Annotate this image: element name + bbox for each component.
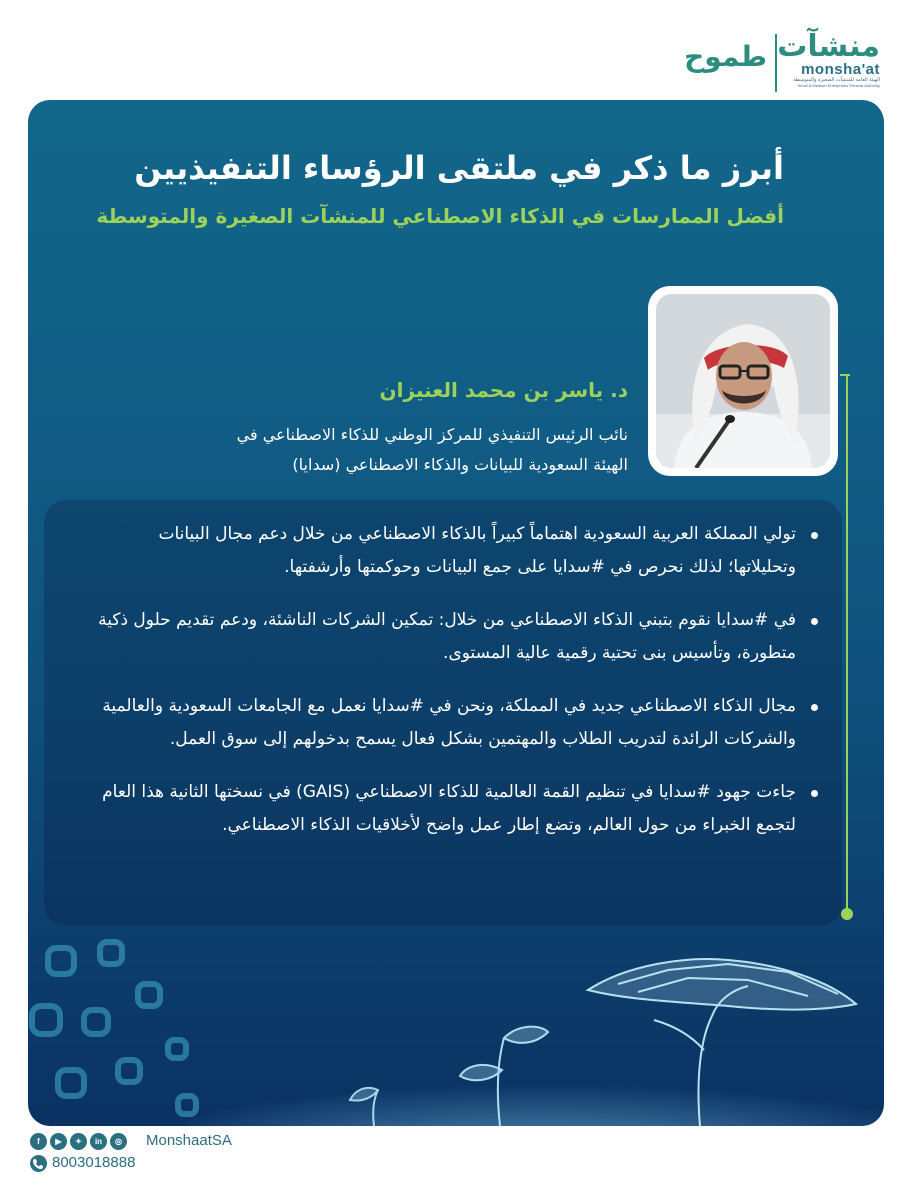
header-divider: [775, 34, 777, 92]
page-title: أبرز ما ذكر في ملتقى الرؤساء التنفيذيين: [134, 149, 784, 187]
monshaat-logo: [777, 29, 880, 94]
bullet-dot-icon: [811, 790, 818, 797]
speaker-name: د. ياسر بن محمد العنيزان: [379, 378, 628, 402]
phone-icon-glyph: [30, 1155, 47, 1172]
quotes-list: [98, 518, 818, 862]
quotes-box: [44, 500, 842, 926]
decorative-plants-illustration: [28, 920, 884, 1126]
youtube-icon[interactable]: ▶: [50, 1133, 67, 1150]
main-panel: [28, 100, 884, 1126]
header: [0, 0, 912, 100]
phone-icon: [30, 1155, 47, 1172]
linkedin-icon[interactable]: in: [90, 1133, 107, 1150]
connector-dot: [841, 908, 853, 920]
footer: [0, 1126, 912, 1200]
social-handle[interactable]: MonshaatSA: [146, 1132, 232, 1149]
speaker-photo: [656, 294, 830, 468]
speaker-title-line2: الهيئة السعودية للبيانات والذكاء الاصطناعي (سدايا): [292, 455, 628, 474]
quote-text: جاءت جهود #سدايا في تنظيم القمة العالمية للذكاء الاصطناعي (GAIS) في نسختها الثانية هذا العام لتجمع الخبراء من حول العالم، وتضع إطار عمل واضح لأخلاقيات الذكاء الاصطناعي.: [102, 782, 796, 835]
quote-item: [98, 776, 818, 842]
logo-subtitle-english: Small & Medium Enterprises General Authority: [797, 83, 880, 88]
speaker-title: [108, 420, 628, 480]
quote-text: مجال الذكاء الاصطناعي جديد في المملكة، ونحن في #سدايا نعمل مع الجامعات السعودية والعالمية والشركات الرائدة لتدريب الطلاب والمهتمين بشكل فعال يسمح بدخولهم إلى سوق العمل.: [102, 696, 796, 749]
connector-line-vertical: [846, 374, 848, 914]
twitter-icon[interactable]: ✦: [70, 1133, 87, 1150]
speaker-title-line1: نائب الرئيس التنفيذي للمركز الوطني للذكاء الاصطناعي في: [236, 425, 628, 444]
speaker-photo-frame: [648, 286, 838, 476]
quote-text: تولي المملكة العربية السعودية اهتماماً كبيراً بالذكاء الاصطناعي من خلال دعم مجال البيانات وتحليلاتها؛ لذلك نحرص في #سدايا على جمع البيانات وحوكمتها وأرشفتها.: [158, 524, 796, 577]
instagram-icon[interactable]: ◎: [110, 1133, 127, 1150]
bullet-dot-icon: [811, 618, 818, 625]
phone-number[interactable]: 8003018888: [52, 1154, 136, 1171]
logo-arabic-text: منشآت: [777, 29, 880, 64]
page-subtitle: أفضل الممارسات في الذكاء الاصطناعي للمنشآت الصغيرة والمتوسطة: [96, 204, 784, 228]
bullet-dot-icon: [811, 532, 818, 539]
connector-line: [840, 374, 850, 376]
logo-subtitle-arabic: الهيئة العامة للمنشآت الصغيرة والمتوسطة: [793, 77, 880, 83]
quote-text: في #سدايا نقوم بتبني الذكاء الاصطناعي من خلال: تمكين الشركات الناشئة، ودعم تقديم حلول ذكية متطورة، وتأسيس بنى تحتية رقمية عالية المستوى.: [98, 610, 796, 663]
logo-english-text: monsha'at: [801, 61, 880, 78]
quote-item: [98, 604, 818, 670]
quote-item: [98, 690, 818, 756]
quote-item: [98, 518, 818, 584]
facebook-icon[interactable]: f: [30, 1133, 47, 1150]
bullet-dot-icon: [811, 704, 818, 711]
speaker-photo-illustration: [656, 294, 830, 468]
social-links: [30, 1133, 127, 1151]
header-tag: طموح: [684, 40, 767, 73]
